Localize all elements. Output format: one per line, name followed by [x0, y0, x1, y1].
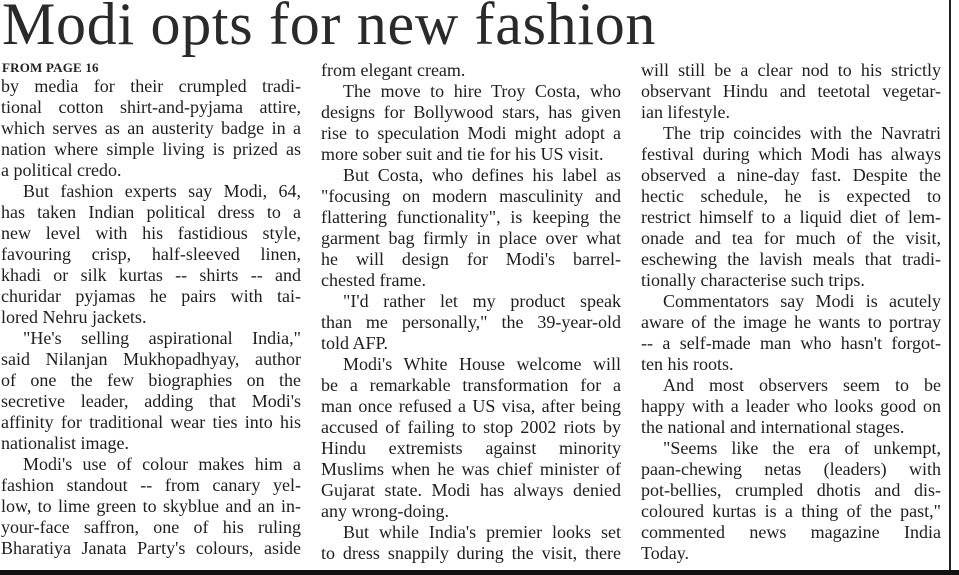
paragraph [1, 76, 301, 181]
text-line: man once refused a US visa, after being [321, 396, 621, 416]
text-line: coloured kurtas is a thing of the past," [641, 501, 941, 521]
paragraph [641, 291, 941, 375]
bottom-border [0, 570, 959, 575]
text-line: favouring crisp, half-sleeved linen, [1, 244, 301, 264]
paragraph [1, 328, 301, 454]
text-line: The move to hire Troy Costa, who [343, 81, 621, 101]
text-line: ian lifestyle. [641, 102, 730, 122]
text-line: But Costa, who defines his label as [343, 165, 621, 185]
text-line: any wrong-doing. [321, 501, 449, 521]
paragraph [321, 354, 621, 522]
text-line: your-face saffron, one of his ruling [1, 517, 301, 537]
text-line: eschewing the lavish meals that tradi- [641, 249, 941, 269]
text-line: Commentators say Modi is acutely [663, 291, 941, 311]
text-line: khadi or silk kurtas -- shirts -- and [1, 265, 301, 285]
text-line: the national and international stages. [641, 417, 905, 437]
paragraph [1, 181, 301, 328]
paragraph [641, 60, 941, 123]
text-line: flattering functionality", is keeping the [321, 207, 621, 227]
text-line: Modi's use of colour makes him a [23, 454, 301, 474]
text-line: low, to lime green to skyblue and an in- [1, 496, 301, 516]
text-line: designs for Bollywood stars, has given [321, 102, 621, 122]
text-line: festival during which Modi has always [641, 144, 941, 164]
text-line: tional cotton shirt-and-pyjama attire, [1, 97, 301, 117]
text-line: new level with his fastidious style, [1, 223, 301, 243]
text-line: Gujarat state. Modi has always denied [321, 480, 621, 500]
text-line: more sober suit and tie for his US visit. [321, 144, 604, 164]
text-line: chested frame. [321, 270, 426, 290]
text-line: has taken Indian political dress to a [1, 202, 301, 222]
article-column-2 [321, 60, 621, 564]
text-line: pot-bellies, crumpled dhotis and dis- [641, 480, 941, 500]
text-line: told AFP. [321, 333, 389, 353]
text-line: paan-chewing netas (leaders) with [641, 459, 941, 479]
text-line: of one the few biographies on the [1, 370, 301, 390]
text-line: And most observers seem to be [663, 375, 941, 395]
text-line: will still be a clear nod to his strictly [641, 60, 941, 80]
paragraph [641, 438, 941, 564]
text-line: The trip coincides with the Navratri [663, 123, 941, 143]
text-line: commented news magazine India [641, 522, 941, 542]
text-line: be a remarkable transformation for a [321, 375, 621, 395]
jump-line: FROM PAGE 16 [2, 60, 99, 75]
text-line: by media for their crumpled tradi- [1, 76, 301, 96]
text-line: Bharatiya Janata Party's colours, aside [1, 538, 301, 558]
text-line: Hindu extremists against minority [321, 438, 621, 458]
paragraph [641, 123, 941, 291]
paragraph [321, 81, 621, 165]
text-line: tionally characterise such trips. [641, 270, 865, 290]
text-line: Modi's White House welcome will [343, 354, 621, 374]
text-line: affinity for traditional wear ties into his [1, 412, 301, 432]
text-line: Muslims when he was chief minister of [321, 459, 621, 479]
text-line: from elegant cream. [321, 60, 466, 80]
text-line: rise to speculation Modi might adopt a [321, 123, 621, 143]
text-line: -- a self-made man who hasn't forgot- [641, 333, 941, 353]
text-line: to dress snappily during the visit, there [321, 543, 621, 563]
text-line: garment bag firmly in place over what [321, 228, 621, 248]
text-line: onade and tea for much of the visit, [641, 228, 941, 248]
text-line: observed a nine-day fast. Despite the [641, 165, 941, 185]
article-column-1 [1, 76, 301, 559]
text-line: "Seems like the era of unkempt, [663, 438, 941, 458]
paragraph [321, 291, 621, 354]
paragraph [641, 375, 941, 438]
text-line: churidar pyjamas he pairs with tai- [1, 286, 301, 306]
text-line: "I'd rather let my product speak [343, 291, 621, 311]
paragraph [1, 454, 301, 559]
text-line: he will design for Modi's barrel- [321, 249, 621, 269]
text-line: a political credo. [1, 160, 122, 180]
text-line: hectic schedule, he is expected to [641, 186, 941, 206]
headline: Modi opts for new fashion [2, 0, 657, 57]
text-line: happy with a leader who looks good on [641, 396, 941, 416]
text-line: said Nilanjan Mukhopadhyay, author [1, 349, 301, 369]
text-line: which serves as an austerity badge in a [1, 118, 301, 138]
text-line: But while India's premier looks set [343, 522, 621, 542]
text-line: lored Nehru jackets. [1, 307, 147, 327]
text-line: nation where simple living is prized as [1, 139, 301, 159]
page-edge-rule [949, 0, 951, 575]
text-line: fashion standout -- from canary yel- [1, 475, 301, 495]
text-line: Today. [641, 543, 690, 563]
text-line: than me personally," the 39-year-old [321, 312, 621, 332]
paragraph [321, 165, 621, 291]
text-line: secretive leader, adding that Modi's [1, 391, 301, 411]
paragraph [321, 60, 621, 81]
text-line: accused of failing to stop 2002 riots by [321, 417, 621, 437]
text-line: "focusing on modern masculinity and [321, 186, 621, 206]
text-line: ten his roots. [641, 354, 734, 374]
text-line: observant Hindu and teetotal vegetar- [641, 81, 941, 101]
text-line: nationalist image. [1, 433, 129, 453]
text-line: But fashion experts say Modi, 64, [23, 181, 301, 201]
paragraph [321, 522, 621, 564]
article-column-3 [641, 60, 941, 564]
text-line: aware of the image he wants to portray [641, 312, 941, 332]
text-line: "He's selling aspirational India," [23, 328, 301, 348]
text-line: restrict himself to a liquid diet of lem- [641, 207, 941, 227]
